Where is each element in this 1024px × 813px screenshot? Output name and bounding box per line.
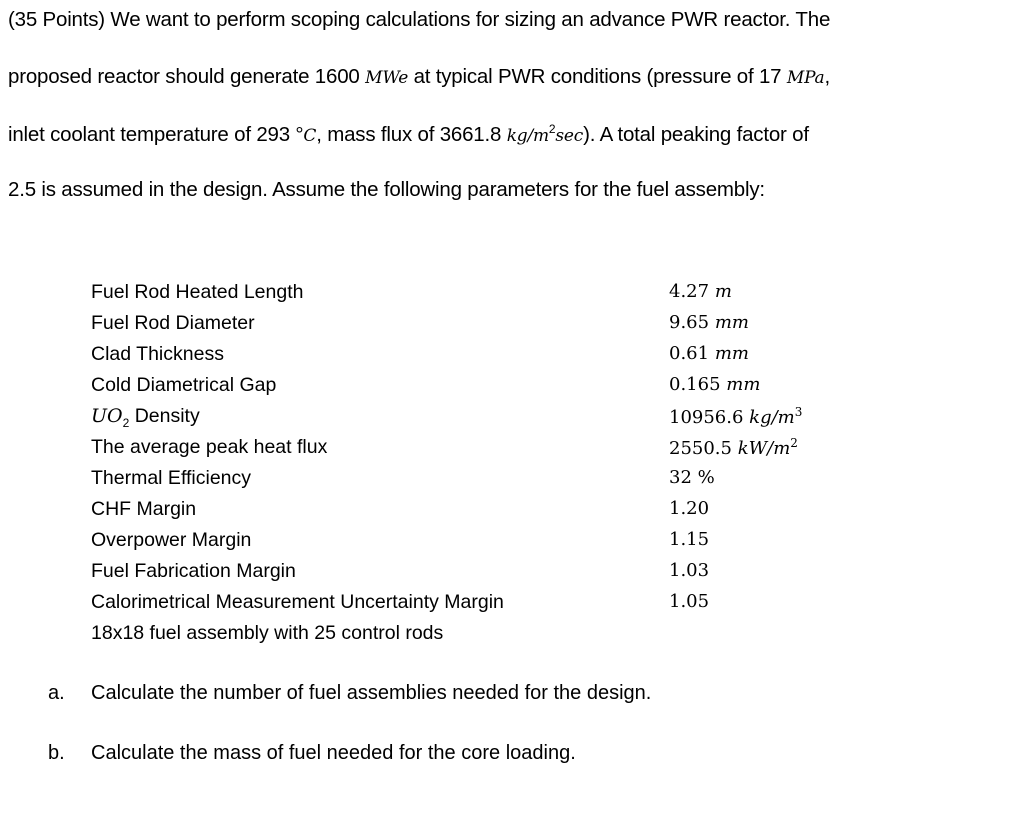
label-text: CHF Margin — [91, 498, 197, 520]
parameter-value — [669, 436, 798, 459]
intro-line-3 — [8, 122, 809, 147]
intro-text: (35 Points) We want to perform scoping calculations for sizing an advance PWR reactor. The — [8, 8, 831, 31]
subscript: 2 — [122, 415, 130, 430]
parameter-label — [91, 591, 504, 614]
intro-text: proposed reactor should generate 1600 — [8, 65, 366, 88]
label-text: Density — [129, 405, 200, 427]
value-number: 0.61 — [669, 343, 710, 364]
parameter-value — [669, 529, 709, 550]
value-number: 32 — [669, 467, 692, 488]
label-text: Thermal Efficiency — [91, 467, 252, 489]
unit-celsius: C — [303, 125, 317, 146]
value-unit: % — [697, 467, 715, 488]
uo2-symbol: UO — [91, 405, 123, 427]
parameter-value — [669, 405, 802, 428]
parameter-value — [669, 374, 760, 395]
value-number: 1.15 — [669, 529, 710, 550]
parameter-label — [91, 560, 296, 583]
label-text: 18x18 fuel assembly with 25 control rods — [91, 622, 444, 644]
label-text: The average peak heat flux — [91, 436, 328, 458]
unit-mass-flux: kg/m — [506, 125, 549, 146]
parameter-label — [91, 343, 224, 366]
parameter-value — [669, 312, 749, 333]
intro-text: , — [824, 65, 830, 88]
intro-text: inlet coolant temperature of 293 ° — [8, 122, 304, 146]
question-b — [48, 742, 576, 765]
parameter-value — [669, 467, 715, 488]
label-text: Fuel Fabrication Margin — [91, 560, 296, 582]
intro-line-2 — [8, 65, 830, 89]
value-number: 2550.5 — [669, 438, 732, 459]
label-text: Calorimetrical Measurement Uncertainty Margin — [91, 591, 504, 613]
value-unit: kg/m — [749, 407, 795, 428]
question-letter: a. — [48, 682, 65, 704]
parameter-label — [91, 498, 196, 521]
parameter-label — [91, 467, 251, 490]
label-text: Cold Diametrical Gap — [91, 374, 277, 396]
parameter-value — [669, 591, 709, 612]
label-text: Fuel Rod Diameter — [91, 312, 255, 334]
parameter-value — [669, 281, 732, 302]
parameter-label — [91, 374, 276, 397]
parameter-label — [91, 405, 200, 430]
value-unit: mm — [714, 312, 749, 333]
parameter-label — [91, 529, 251, 552]
label-text: Fuel Rod Heated Length — [91, 281, 304, 303]
intro-text: ). A total peaking factor of — [583, 122, 809, 146]
parameter-value — [669, 560, 709, 581]
intro-line-4 — [8, 178, 765, 202]
parameter-value — [669, 343, 749, 364]
question-text: Calculate the number of fuel assemblies needed for the design. — [91, 682, 652, 704]
intro-line-1 — [8, 8, 830, 32]
unit-exponent: 2 — [548, 122, 556, 136]
intro-text: , mass flux of 3661.8 — [316, 122, 507, 146]
unit-sec: sec — [555, 125, 584, 146]
parameter-label — [91, 622, 443, 645]
parameter-value — [669, 498, 709, 519]
value-unit: kW/m — [737, 438, 791, 459]
value-number: 10956.6 — [669, 407, 744, 428]
question-letter: b. — [48, 742, 65, 764]
value-number: 4.27 — [669, 281, 710, 302]
question-a — [48, 682, 651, 705]
value-number: 1.20 — [669, 498, 710, 519]
intro-text: at typical PWR conditions (pressure of 17 — [408, 65, 787, 88]
label-text: Overpower Margin — [91, 529, 252, 551]
value-unit: mm — [714, 343, 749, 364]
value-number: 9.65 — [669, 312, 710, 333]
unit-exponent: 3 — [794, 405, 803, 419]
value-number: 0.165 — [669, 374, 721, 395]
unit-mpa: MPa — [786, 68, 825, 88]
parameter-label — [91, 312, 255, 335]
value-unit: m — [714, 281, 732, 302]
parameter-label — [91, 436, 327, 459]
intro-text: 2.5 is assumed in the design. Assume the following parameters for the fuel assembly: — [8, 178, 765, 201]
parameter-label — [91, 281, 303, 304]
question-text: Calculate the mass of fuel needed for the core loading. — [91, 742, 576, 764]
unit-mwe: MWe — [365, 68, 409, 88]
value-number: 1.05 — [669, 591, 710, 612]
label-text: Clad Thickness — [91, 343, 224, 365]
value-number: 1.03 — [669, 560, 710, 581]
value-unit: mm — [726, 374, 761, 395]
unit-exponent: 2 — [790, 436, 798, 450]
